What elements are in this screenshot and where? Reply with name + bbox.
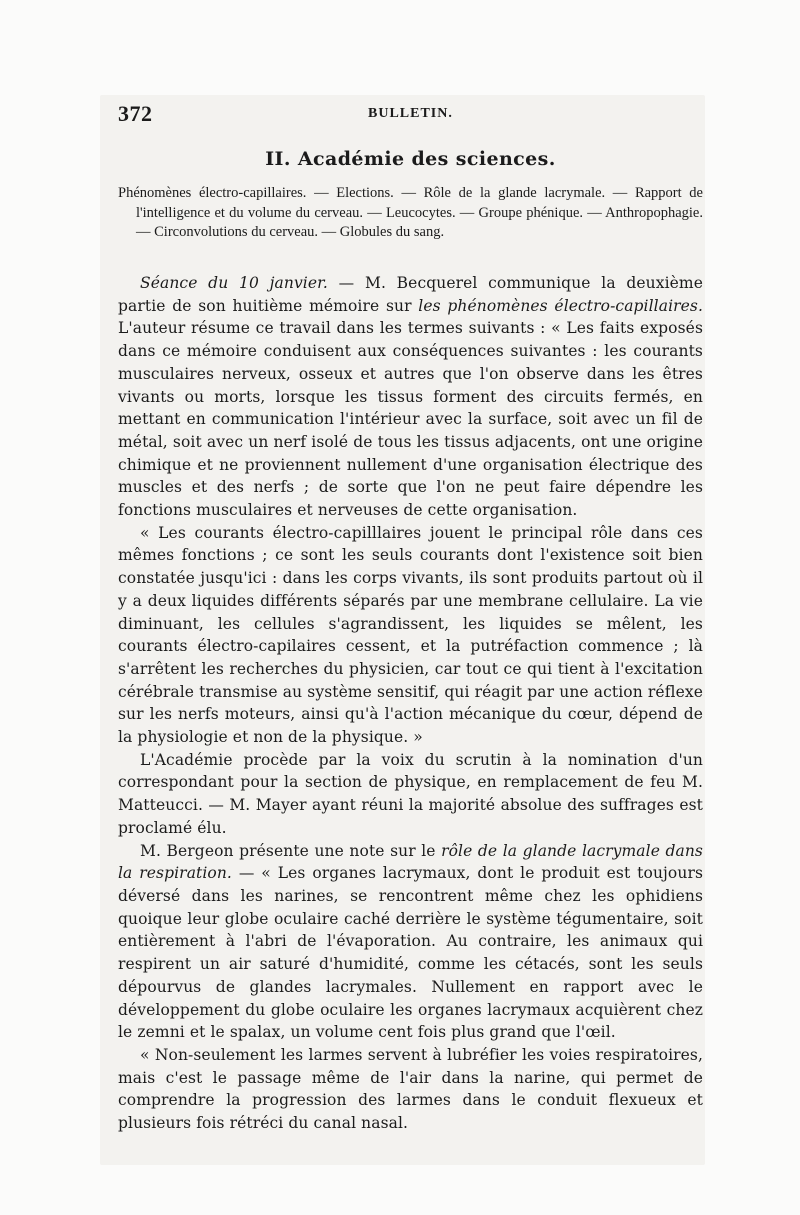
paragraph: L'Académie procède par la voix du scrutin à la nomination d'un correspondant pour la section de physique, en remplacement de feu M. Matteucci. — M. Mayer ayant réuni la majorité absolue des suffrages est proclamé élu. (118, 750, 703, 837)
memoir-title: les phénomènes électro-capillaires. (418, 296, 703, 315)
section-summary: Phénomènes électro-capillaires. — Elections. — Rôle de la glande lacrymale. — Rapport de l'intelligence et du volume du cerveau. — Leucocytes. — Groupe phénique. — Anthropophagie. — Circonvolutions du cerveau. — Globules du sang. (118, 185, 703, 240)
session-date: Séance du 10 janvier. (140, 274, 328, 292)
section-title: II. Académie des sciences. (265, 148, 556, 170)
paragraph (118, 272, 703, 522)
paragraph-text: — « Les organes lacrymaux, dont le produit est toujours déversé dans les narines, se rencontrent même chez les ophidiens quoique leur globe oculaire caché derrière le système tégumentaire, soit entièrement à l'abri de l'évaporation. Au contraire, les animaux qui respirent un air saturé d'humidité, comme les cétacés, sont les seuls dépourvus de glandes lacrymales. Nullement en rapport avec le développement du globe oculaire les organes lacrymaux acquièrent chez le zemni et le spalax, un volume cent fois plus grand que l'œil. (118, 864, 704, 1042)
note-title: rôle de la glande lacrymale dans la respiration. (118, 841, 703, 883)
paragraph: « Les courants électro-capilllaires jouent le principal rôle dans ces mêmes fonctions ; ce sont les seuls courants dont l'existence soit bien constatée jusqu'ici : dans les corps vivants, ils sont produits partout où il y a deux liquides différents séparés par une membrane cellulaire. La vie diminuant, les cellules s'agrandissent, les liquides se mêlent, les courants électro-capilaires cessent, et la putréfaction commence ; là s'arrêtent les recherches du physicien, car tout ce qui tient à l'excitation cérébrale transmise au système sensitif, qui réagit par une action réflexe sur les nerfs moteurs, ainsi qu'à l'action mécanique du cœur, dépend de la physiologie et non de la physique. » (118, 523, 703, 747)
page-number: 372 (118, 101, 153, 126)
paragraph: « Non-seulement les larmes servent à lubréfier les voies respiratoires, mais c'est le passage même de l'air dans la narine, qui permet de comprendre la progression des larmes dans le conduit flexueux et plusieurs fois rétréci du canal nasal. (118, 1045, 703, 1133)
paragraph (118, 840, 703, 1044)
paragraph-text: M. Bergeon présente une note sur le (140, 841, 442, 860)
running-head (118, 101, 703, 127)
paragraph-text: — M. Becquerel communique la deuxième partie de son huitième mémoire sur (118, 274, 703, 315)
paragraph-text: L'auteur résume ce travail dans les termes suivants : « Les faits exposés dans ce mémoire conduisent aux conséquences suivantes : les courants musculaires nerveux, osseux et autres que l'on observe dans les êtres vivants ou morts, lorsque les tissus forment des circuits fermés, en mettant en communication l'intérieur avec la surface, soit avec un fil de métal, soit avec un nerf isolé de tous les tissus adjacents, ont une origine chimique et ne proviennent nullement d'une organisation électrique des muscles et des nerfs ; de sorte que l'on ne peut faire dépendre les fonctions musculaires et nerveuses de cette organisation. (118, 319, 703, 520)
article-body (118, 272, 703, 1135)
running-title: BULLETIN. (368, 106, 453, 121)
